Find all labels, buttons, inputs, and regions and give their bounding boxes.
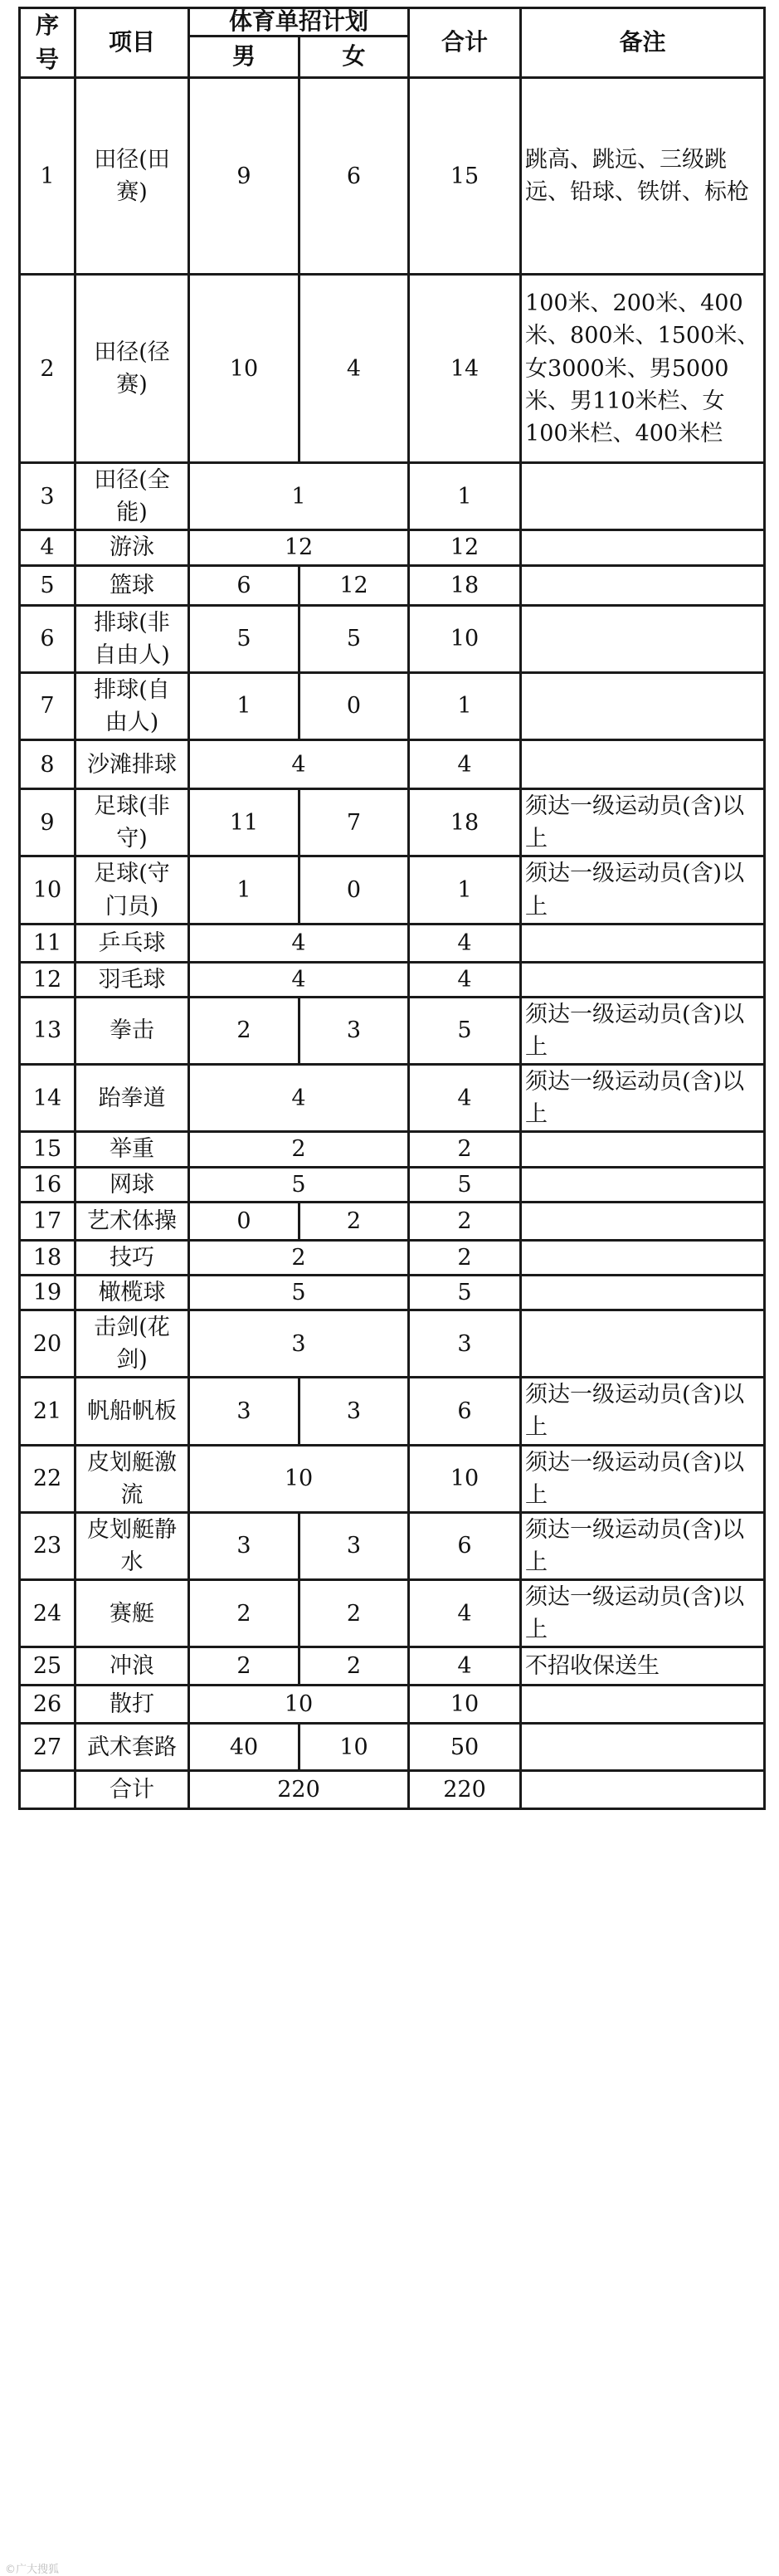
row-plan-male: 1 bbox=[189, 672, 299, 739]
row-note bbox=[521, 672, 765, 739]
row-number: 18 bbox=[20, 1240, 75, 1275]
row-note bbox=[521, 1275, 765, 1310]
row-note: 不招收保送生 bbox=[521, 1647, 765, 1686]
row-note: 须达一级运动员(含)以上 bbox=[521, 1580, 765, 1647]
row-plan-female: 0 bbox=[299, 672, 409, 739]
row-item: 艺术体操 bbox=[75, 1202, 189, 1240]
row-item: 网球 bbox=[75, 1167, 189, 1202]
row-item: 游泳 bbox=[75, 530, 189, 565]
row-total: 5 bbox=[409, 1167, 521, 1202]
total-row-label: 合计 bbox=[75, 1771, 189, 1809]
row-number: 11 bbox=[20, 924, 75, 962]
row-total: 4 bbox=[409, 962, 521, 997]
row-total: 18 bbox=[409, 565, 521, 605]
row-number: 1 bbox=[20, 78, 75, 275]
header-note: 备注 bbox=[521, 8, 765, 78]
row-plan-female: 0 bbox=[299, 856, 409, 924]
row-number: 16 bbox=[20, 1167, 75, 1202]
row-plan-male: 2 bbox=[189, 997, 299, 1064]
row-item: 举重 bbox=[75, 1132, 189, 1167]
row-plan-female: 5 bbox=[299, 605, 409, 672]
table-row bbox=[20, 78, 765, 275]
row-plan-female: 3 bbox=[299, 997, 409, 1064]
total-row bbox=[20, 1771, 765, 1809]
row-note: 须达一级运动员(含)以上 bbox=[521, 1445, 765, 1512]
table-row bbox=[20, 1240, 765, 1275]
row-total: 4 bbox=[409, 924, 521, 962]
row-item: 田径(全能) bbox=[75, 463, 189, 530]
row-number: 13 bbox=[20, 997, 75, 1064]
sports-recruitment-plan-table bbox=[18, 7, 766, 1810]
row-item: 排球(自由人) bbox=[75, 672, 189, 739]
table-row bbox=[20, 1445, 765, 1512]
table-row bbox=[20, 740, 765, 789]
row-plan-female: 4 bbox=[299, 275, 409, 463]
row-note: 须达一级运动员(含)以上 bbox=[521, 1065, 765, 1132]
row-item: 橄榄球 bbox=[75, 1275, 189, 1310]
table-row bbox=[20, 1580, 765, 1647]
row-item: 技巧 bbox=[75, 1240, 189, 1275]
header-female: 女 bbox=[299, 37, 409, 78]
row-item: 武术套路 bbox=[75, 1724, 189, 1771]
row-plan-combined: 4 bbox=[189, 962, 409, 997]
row-note: 须达一级运动员(含)以上 bbox=[521, 789, 765, 856]
row-total: 1 bbox=[409, 463, 521, 530]
row-note bbox=[521, 962, 765, 997]
row-total: 14 bbox=[409, 275, 521, 463]
row-plan-combined: 4 bbox=[189, 740, 409, 789]
row-number: 5 bbox=[20, 565, 75, 605]
table-row bbox=[20, 672, 765, 739]
row-item: 沙滩排球 bbox=[75, 740, 189, 789]
row-total: 4 bbox=[409, 1647, 521, 1686]
row-plan-male: 6 bbox=[189, 565, 299, 605]
table-row bbox=[20, 530, 765, 565]
row-plan-combined: 5 bbox=[189, 1275, 409, 1310]
row-plan-male: 3 bbox=[189, 1378, 299, 1445]
table-row bbox=[20, 997, 765, 1064]
row-total: 3 bbox=[409, 1310, 521, 1378]
table-row bbox=[20, 1647, 765, 1686]
row-total: 4 bbox=[409, 1580, 521, 1647]
row-item: 篮球 bbox=[75, 565, 189, 605]
row-note bbox=[521, 1167, 765, 1202]
row-note bbox=[521, 530, 765, 565]
row-item: 乒乓球 bbox=[75, 924, 189, 962]
table-row bbox=[20, 1065, 765, 1132]
row-item: 帆船帆板 bbox=[75, 1378, 189, 1445]
header-total: 合计 bbox=[409, 8, 521, 78]
row-plan-combined: 3 bbox=[189, 1310, 409, 1378]
table-row bbox=[20, 856, 765, 924]
table-row bbox=[20, 1167, 765, 1202]
row-note bbox=[521, 1724, 765, 1771]
total-row-number bbox=[20, 1771, 75, 1809]
row-number: 23 bbox=[20, 1512, 75, 1579]
row-plan-combined: 4 bbox=[189, 924, 409, 962]
row-note bbox=[521, 463, 765, 530]
row-total: 12 bbox=[409, 530, 521, 565]
row-note bbox=[521, 924, 765, 962]
row-plan-female: 2 bbox=[299, 1202, 409, 1240]
row-number: 27 bbox=[20, 1724, 75, 1771]
row-number: 25 bbox=[20, 1647, 75, 1686]
row-total: 2 bbox=[409, 1240, 521, 1275]
row-item: 冲浪 bbox=[75, 1647, 189, 1686]
row-note bbox=[521, 740, 765, 789]
row-number: 2 bbox=[20, 275, 75, 463]
row-total: 15 bbox=[409, 78, 521, 275]
table-row bbox=[20, 275, 765, 463]
row-plan-male: 2 bbox=[189, 1580, 299, 1647]
row-plan-male: 5 bbox=[189, 605, 299, 672]
row-plan-combined: 12 bbox=[189, 530, 409, 565]
row-plan-combined: 5 bbox=[189, 1167, 409, 1202]
row-total: 1 bbox=[409, 856, 521, 924]
row-note: 须达一级运动员(含)以上 bbox=[521, 856, 765, 924]
row-plan-male: 40 bbox=[189, 1724, 299, 1771]
row-plan-combined: 4 bbox=[189, 1065, 409, 1132]
row-plan-female: 2 bbox=[299, 1647, 409, 1686]
row-number: 24 bbox=[20, 1580, 75, 1647]
row-plan-female: 7 bbox=[299, 789, 409, 856]
row-plan-female: 3 bbox=[299, 1378, 409, 1445]
row-note: 须达一级运动员(含)以上 bbox=[521, 997, 765, 1064]
table-row bbox=[20, 1686, 765, 1724]
row-number: 20 bbox=[20, 1310, 75, 1378]
table-row bbox=[20, 1512, 765, 1579]
row-number: 21 bbox=[20, 1378, 75, 1445]
row-note: 100米、200米、400米、800米、1500米、女3000米、男5000米、男110米栏、女100米栏、400米栏 bbox=[521, 275, 765, 463]
row-item: 排球(非自由人) bbox=[75, 605, 189, 672]
row-plan-female: 3 bbox=[299, 1512, 409, 1579]
row-plan-female: 6 bbox=[299, 78, 409, 275]
row-total: 10 bbox=[409, 1686, 521, 1724]
row-plan-female: 12 bbox=[299, 565, 409, 605]
row-plan-male: 3 bbox=[189, 1512, 299, 1579]
row-plan-male: 2 bbox=[189, 1647, 299, 1686]
row-total: 6 bbox=[409, 1378, 521, 1445]
row-plan-male: 9 bbox=[189, 78, 299, 275]
row-note bbox=[521, 605, 765, 672]
row-note bbox=[521, 565, 765, 605]
table-row bbox=[20, 1378, 765, 1445]
table-row bbox=[20, 1275, 765, 1310]
row-number: 12 bbox=[20, 962, 75, 997]
row-total: 6 bbox=[409, 1512, 521, 1579]
row-item: 田径(田赛) bbox=[75, 78, 189, 275]
table-body bbox=[20, 78, 765, 1809]
total-row-total: 220 bbox=[409, 1771, 521, 1809]
row-total: 5 bbox=[409, 997, 521, 1064]
table-row bbox=[20, 1202, 765, 1240]
row-total: 10 bbox=[409, 605, 521, 672]
row-number: 26 bbox=[20, 1686, 75, 1724]
row-number: 22 bbox=[20, 1445, 75, 1512]
row-total: 50 bbox=[409, 1724, 521, 1771]
row-note bbox=[521, 1202, 765, 1240]
row-note bbox=[521, 1686, 765, 1724]
table-row bbox=[20, 565, 765, 605]
header-no: 序号 bbox=[20, 8, 75, 78]
row-number: 17 bbox=[20, 1202, 75, 1240]
row-item: 击剑(花剑) bbox=[75, 1310, 189, 1378]
row-item: 皮划艇激流 bbox=[75, 1445, 189, 1512]
row-item: 赛艇 bbox=[75, 1580, 189, 1647]
row-item: 田径(径赛) bbox=[75, 275, 189, 463]
row-plan-combined: 10 bbox=[189, 1686, 409, 1724]
row-number: 4 bbox=[20, 530, 75, 565]
row-number: 15 bbox=[20, 1132, 75, 1167]
header-item: 项目 bbox=[75, 8, 189, 78]
row-number: 10 bbox=[20, 856, 75, 924]
row-item: 足球(守门员) bbox=[75, 856, 189, 924]
row-plan-combined: 2 bbox=[189, 1132, 409, 1167]
table-row bbox=[20, 1310, 765, 1378]
row-number: 7 bbox=[20, 672, 75, 739]
row-item: 羽毛球 bbox=[75, 962, 189, 997]
row-number: 9 bbox=[20, 789, 75, 856]
watermark: ©广大搜狐 bbox=[5, 2564, 60, 2576]
header-plan: 体育单招计划 bbox=[189, 8, 409, 37]
row-item: 拳击 bbox=[75, 997, 189, 1064]
row-plan-combined: 1 bbox=[189, 463, 409, 530]
row-plan-male: 11 bbox=[189, 789, 299, 856]
row-total: 4 bbox=[409, 740, 521, 789]
total-row-note bbox=[521, 1771, 765, 1809]
row-plan-female: 10 bbox=[299, 1724, 409, 1771]
row-plan-combined: 10 bbox=[189, 1445, 409, 1512]
row-plan-combined: 2 bbox=[189, 1240, 409, 1275]
row-plan-female: 2 bbox=[299, 1580, 409, 1647]
row-total: 2 bbox=[409, 1202, 521, 1240]
row-number: 3 bbox=[20, 463, 75, 530]
table-row bbox=[20, 924, 765, 962]
row-number: 19 bbox=[20, 1275, 75, 1310]
row-item: 散打 bbox=[75, 1686, 189, 1724]
table-row bbox=[20, 605, 765, 672]
row-total: 4 bbox=[409, 1065, 521, 1132]
row-number: 8 bbox=[20, 740, 75, 789]
row-note bbox=[521, 1240, 765, 1275]
row-total: 5 bbox=[409, 1275, 521, 1310]
header-row-top bbox=[20, 8, 765, 37]
row-plan-male: 1 bbox=[189, 856, 299, 924]
row-plan-male: 0 bbox=[189, 1202, 299, 1240]
total-row-plan: 220 bbox=[189, 1771, 409, 1809]
header-male: 男 bbox=[189, 37, 299, 78]
row-note: 跳高、跳远、三级跳远、铅球、铁饼、标枪 bbox=[521, 78, 765, 275]
row-number: 6 bbox=[20, 605, 75, 672]
row-total: 10 bbox=[409, 1445, 521, 1512]
row-item: 足球(非守) bbox=[75, 789, 189, 856]
row-note: 须达一级运动员(含)以上 bbox=[521, 1378, 765, 1445]
row-plan-male: 10 bbox=[189, 275, 299, 463]
table-row bbox=[20, 1132, 765, 1167]
table-row bbox=[20, 463, 765, 530]
table-row bbox=[20, 789, 765, 856]
row-total: 18 bbox=[409, 789, 521, 856]
row-note bbox=[521, 1310, 765, 1378]
row-note: 须达一级运动员(含)以上 bbox=[521, 1512, 765, 1579]
row-number: 14 bbox=[20, 1065, 75, 1132]
row-total: 2 bbox=[409, 1132, 521, 1167]
row-item: 跆拳道 bbox=[75, 1065, 189, 1132]
row-item: 皮划艇静水 bbox=[75, 1512, 189, 1579]
table-row bbox=[20, 962, 765, 997]
row-note bbox=[521, 1132, 765, 1167]
row-total: 1 bbox=[409, 672, 521, 739]
table-row bbox=[20, 1724, 765, 1771]
